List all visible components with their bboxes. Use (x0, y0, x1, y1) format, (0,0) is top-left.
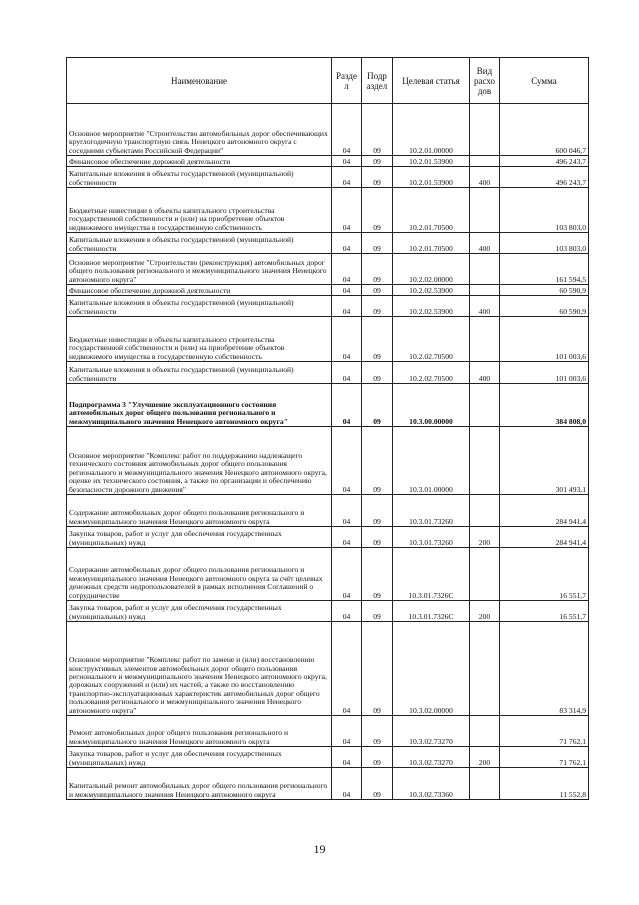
cell-podrazdel: 09 (362, 167, 393, 188)
cell-podrazdel: 09 (362, 384, 393, 427)
cell-name: Капитальные вложения в объекты государственной (муниципальной) собственности (67, 167, 332, 188)
cell-sum: 103 803,0 (500, 233, 589, 254)
table-body (67, 104, 589, 800)
cell-target: 10.2.02.70500 (393, 317, 470, 362)
cell-name: Содержание автомобильных дорог общего пользования регионального и межмуниципального значения Ненецкого автономного округа (67, 495, 332, 527)
cell-podrazdel: 09 (362, 427, 393, 495)
cell-razdel: 04 (332, 167, 362, 188)
cell-sum: 16 551,7 (500, 548, 589, 601)
cell-sum: 384 808,0 (500, 384, 589, 427)
cell-sum: 301 493,1 (500, 427, 589, 495)
cell-podrazdel: 09 (362, 548, 393, 601)
table-row (67, 167, 589, 188)
cell-target: 10.3.02.73360 (393, 768, 470, 800)
header-name: Наименование (67, 58, 332, 104)
cell-razdel: 04 (332, 716, 362, 747)
cell-target: 10.3.01.73260 (393, 527, 470, 548)
header-row (67, 58, 589, 104)
cell-podrazdel: 09 (362, 527, 393, 548)
cell-sum: 71 762,1 (500, 716, 589, 747)
cell-razdel: 04 (332, 768, 362, 800)
cell-podrazdel: 09 (362, 104, 393, 156)
table-row (67, 233, 589, 254)
cell-sum: 60 590,9 (500, 296, 589, 317)
cell-sum: 600 046,7 (500, 104, 589, 156)
cell-vid: 400 (470, 167, 500, 188)
table-row (67, 317, 589, 362)
budget-table-container (66, 57, 588, 800)
cell-sum: 284 941,4 (500, 527, 589, 548)
cell-podrazdel: 09 (362, 317, 393, 362)
cell-razdel: 04 (332, 747, 362, 768)
cell-target: 10.2.01.00000 (393, 104, 470, 156)
cell-name: Основное мероприятие "Комплекс работ по замене и (или) восстановлению конструктивных элементов автомобильных дорог общего пользования регионального и межмуниципального значения Ненецкого автономного округа, дорожных сооружений и (или) их частей, а также по восстановлению транспортно-эксплуатационных характеристик автомобильных дорог общего пользования регионального и межмуниципального значения Ненецкого автономного округа" (67, 622, 332, 716)
cell-target: 10.3.01.7326С (393, 601, 470, 622)
cell-razdel: 04 (332, 527, 362, 548)
cell-sum: 16 551,7 (500, 601, 589, 622)
cell-razdel: 04 (332, 254, 362, 285)
cell-target: 10.3.02.73270 (393, 747, 470, 768)
cell-razdel: 04 (332, 427, 362, 495)
cell-podrazdel: 09 (362, 601, 393, 622)
table-row (67, 495, 589, 527)
cell-name: Основное мероприятие "Строительство (реконструкция) автомобильных дорог общего пользования регионального и межмуниципального значения Ненецкого автономного округа" (67, 254, 332, 285)
cell-sum: 101 003,6 (500, 362, 589, 384)
cell-vid: 200 (470, 527, 500, 548)
cell-vid (470, 254, 500, 285)
table-row (67, 254, 589, 285)
cell-razdel: 04 (332, 104, 362, 156)
cell-target: 10.2.02.70500 (393, 362, 470, 384)
cell-target: 10.3.00.00000 (393, 384, 470, 427)
table-row (67, 104, 589, 156)
cell-target: 10.2.01.53900 (393, 167, 470, 188)
cell-vid: 400 (470, 296, 500, 317)
cell-vid (470, 427, 500, 495)
cell-podrazdel: 09 (362, 156, 393, 167)
cell-vid (470, 285, 500, 296)
cell-podrazdel: 09 (362, 622, 393, 716)
cell-vid (470, 548, 500, 601)
cell-razdel: 04 (332, 362, 362, 384)
cell-sum: 161 594,5 (500, 254, 589, 285)
cell-razdel: 04 (332, 622, 362, 716)
cell-vid (470, 317, 500, 362)
cell-target: 10.2.01.53900 (393, 156, 470, 167)
cell-sum: 496 243,7 (500, 167, 589, 188)
cell-vid (470, 104, 500, 156)
cell-vid (470, 622, 500, 716)
table-row (67, 285, 589, 296)
cell-name: Основное мероприятие "Комплекс работ по поддержанию надлежащего технического состояния автомобильных дорог общего пользования регионального и межмуниципального значения Ненецкого автономного округа, оценке их технического состояния, а также по организации и обеспечению безопасности дорожного движения" (67, 427, 332, 495)
cell-name: Капитальные вложения в объекты государственной (муниципальной) собственности (67, 296, 332, 317)
table-row (67, 768, 589, 800)
cell-razdel: 04 (332, 233, 362, 254)
header-razdel: Разде л (332, 58, 362, 104)
table-row (67, 156, 589, 167)
table-row (67, 527, 589, 548)
cell-vid: 200 (470, 601, 500, 622)
cell-sum: 11 552,8 (500, 768, 589, 800)
cell-podrazdel: 09 (362, 768, 393, 800)
cell-podrazdel: 09 (362, 495, 393, 527)
cell-name: Содержание автомобильных дорог общего пользования регионального и межмуниципального значения Ненецкого автономного округа за счёт целевых денежных средств недропользователей в рамках исполнения Соглашений о сотрудничестве (67, 548, 332, 601)
cell-podrazdel: 09 (362, 716, 393, 747)
table-row (67, 188, 589, 233)
cell-vid: 400 (470, 362, 500, 384)
cell-target: 10.2.02.53900 (393, 285, 470, 296)
cell-name: Финансовое обеспечение дорожной деятельности (67, 285, 332, 296)
cell-sum: 83 314,9 (500, 622, 589, 716)
cell-name: Закупка товаров, работ и услуг для обеспечения государственных (муниципальных) нужд (67, 747, 332, 768)
cell-sum: 101 003,6 (500, 317, 589, 362)
cell-vid (470, 768, 500, 800)
cell-name: Бюджетные инвестиции в объекты капитального строительства государственной собственности и (или) на приобретение объектов недвижимого имущества в государственную собственность (67, 317, 332, 362)
cell-podrazdel: 09 (362, 362, 393, 384)
header-podrazdel: Подр аздел (362, 58, 393, 104)
cell-razdel: 04 (332, 317, 362, 362)
cell-razdel: 04 (332, 296, 362, 317)
cell-sum: 71 762,1 (500, 747, 589, 768)
cell-name: Подпрограмма 3 "Улучшение эксплуатационного состояния автомобильных дорог общего пользования регионального и межмуниципального значения Ненецкого автономного округа" (67, 384, 332, 427)
table-row (67, 622, 589, 716)
budget-table (66, 57, 589, 800)
cell-podrazdel: 09 (362, 296, 393, 317)
table-row (67, 548, 589, 601)
table-row (67, 601, 589, 622)
table-row (67, 384, 589, 427)
cell-target: 10.3.01.73260 (393, 495, 470, 527)
cell-razdel: 04 (332, 601, 362, 622)
cell-name: Закупка товаров, работ и услуг для обеспечения государственных (муниципальных) нужд (67, 527, 332, 548)
header-vid: Вид расхо дов (470, 58, 500, 104)
cell-sum: 496 243,7 (500, 156, 589, 167)
table-row (67, 362, 589, 384)
header-sum: Сумма (500, 58, 589, 104)
cell-vid (470, 156, 500, 167)
cell-razdel: 04 (332, 285, 362, 296)
cell-podrazdel: 09 (362, 188, 393, 233)
cell-vid (470, 384, 500, 427)
table-row (67, 747, 589, 768)
cell-target: 10.2.02.53900 (393, 296, 470, 317)
cell-razdel: 04 (332, 548, 362, 601)
cell-name: Капитальные вложения в объекты государственной (муниципальной) собственности (67, 233, 332, 254)
cell-sum: 60 590,9 (500, 285, 589, 296)
cell-sum: 103 803,0 (500, 188, 589, 233)
cell-razdel: 04 (332, 188, 362, 233)
cell-razdel: 04 (332, 156, 362, 167)
cell-podrazdel: 09 (362, 233, 393, 254)
cell-razdel: 04 (332, 495, 362, 527)
cell-name: Финансовое обеспечение дорожной деятельности (67, 156, 332, 167)
cell-target: 10.3.02.00000 (393, 622, 470, 716)
cell-podrazdel: 09 (362, 747, 393, 768)
cell-name: Капитальный ремонт автомобильных дорог общего пользования регионального и межмуниципального значения Ненецкого автономного округа (67, 768, 332, 800)
cell-target: 10.2.02.00000 (393, 254, 470, 285)
table-row (67, 716, 589, 747)
cell-target: 10.2.01.70500 (393, 233, 470, 254)
cell-name: Основное мероприятие "Строительство автомобильных дорог обеспечивающих круглогодичную транспортную связь Ненецкого автономного округа с соседними субъектами Российской Федерации" (67, 104, 332, 156)
cell-podrazdel: 09 (362, 285, 393, 296)
cell-razdel: 04 (332, 384, 362, 427)
cell-name: Ремонт автомобильных дорог общего пользования регионального и межмуниципального значения Ненецкого автономного округа (67, 716, 332, 747)
table-row (67, 427, 589, 495)
cell-target: 10.3.01.7326С (393, 548, 470, 601)
cell-name: Капитальные вложения в объекты государственной (муниципальной) собственности (67, 362, 332, 384)
page-number: 19 (313, 842, 326, 856)
cell-name: Бюджетные инвестиции в объекты капитального строительства государственной собственности и (или) на приобретение объектов недвижимого имущества в государственную собственность (67, 188, 332, 233)
cell-podrazdel: 09 (362, 254, 393, 285)
cell-sum: 284 941,4 (500, 495, 589, 527)
cell-name: Закупка товаров, работ и услуг для обеспечения государственных (муниципальных) нужд (67, 601, 332, 622)
cell-target: 10.3.01.00000 (393, 427, 470, 495)
cell-vid: 200 (470, 747, 500, 768)
cell-vid (470, 495, 500, 527)
cell-vid (470, 716, 500, 747)
cell-target: 10.2.01.70500 (393, 188, 470, 233)
cell-vid (470, 188, 500, 233)
table-row (67, 296, 589, 317)
header-target: Целевая статья (393, 58, 470, 104)
cell-vid: 400 (470, 233, 500, 254)
cell-target: 10.3.02.73270 (393, 716, 470, 747)
